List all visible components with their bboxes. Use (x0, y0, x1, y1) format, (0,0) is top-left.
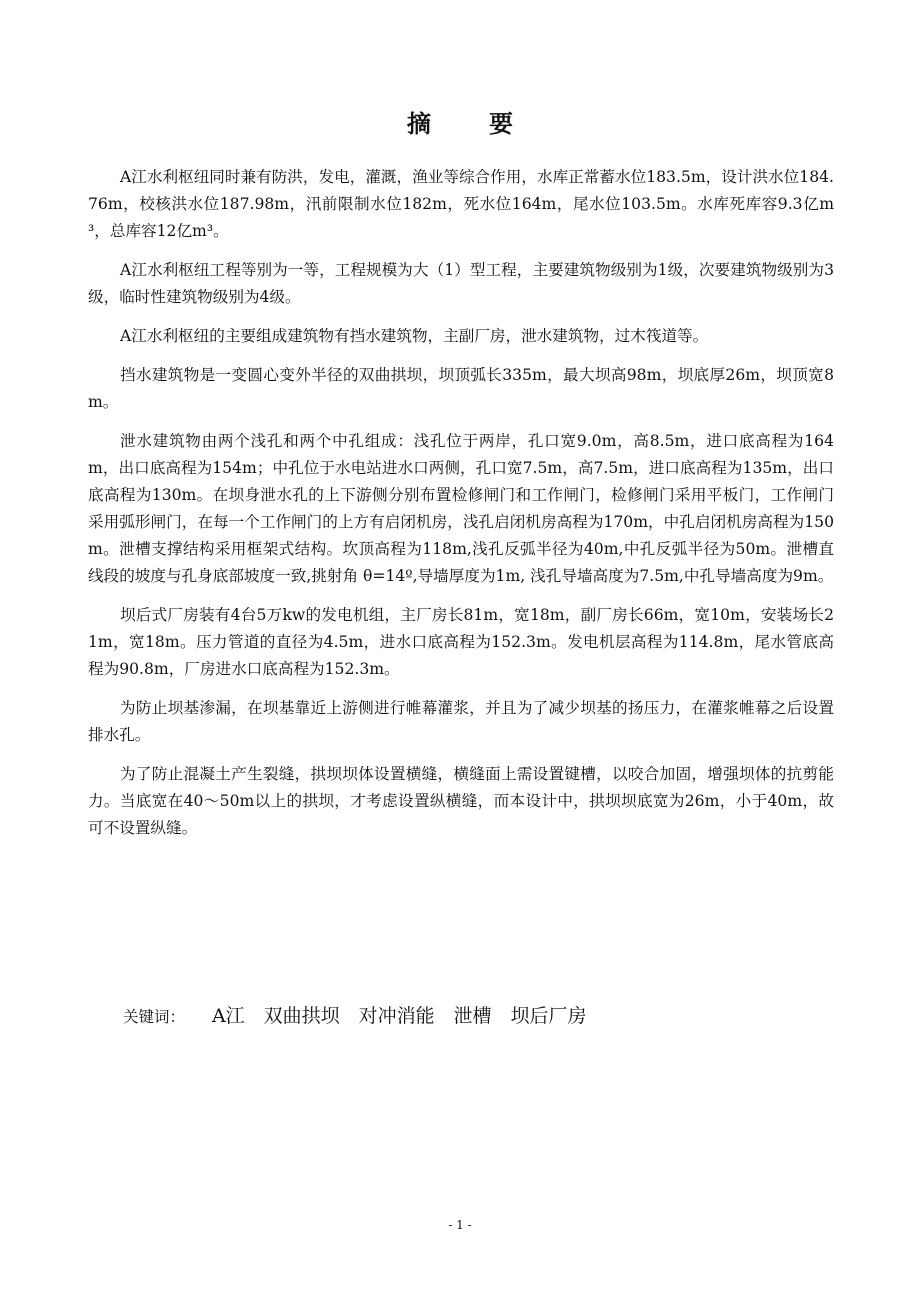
abstract-title: 摘要 (407, 110, 571, 138)
page-number: - 1 - (448, 1218, 472, 1232)
keyword-item: 坝后厂房 (510, 1005, 587, 1027)
keywords-line (123, 1002, 601, 1031)
paragraph-arch-dam: 挡水建筑物是一变圆心变外半径的双曲拱坝，坝顶弧长335m，最大坝高98m，坝底厚26m，坝顶宽8m。 (88, 366, 834, 411)
paragraph-reservoir-levels: A江水利枢纽同时兼有防洪，发电，灌溉，渔业等综合作用，水库正常蓄水位183.5m，设计洪水位184.76m，校核洪水位187.98m，汛前限制水位182m，死水位164m，尾水位103.5m。水库死库容9.3亿m³，总库容12亿m³。 (88, 168, 834, 240)
keyword-item: 双曲拱坝 (263, 1005, 340, 1027)
keyword-item: 对冲消能 (358, 1005, 435, 1027)
abstract-body (88, 164, 834, 854)
keyword-item: 泄槽 (453, 1005, 492, 1027)
paragraph-main-structures: A江水利枢纽的主要组成建筑物有挡水建筑物，主副厂房，泄水建筑物，过木筏道等。 (120, 327, 709, 345)
paragraph-joints: 为了防止混凝土产生裂缝，拱坝坝体设置横缝，横缝面上需设置键槽，以咬合加固，增强坝体的抗剪能力。当底宽在40～50m以上的拱坝，才考虑设置纵横缝，而本设计中，拱坝坝底宽为26m，小于40m，故可不设置纵缝。 (88, 765, 834, 837)
paragraph-project-grade: A江水利枢纽工程等别为一等，工程规模为大（1）型工程，主要建筑物级别为1级，次要建筑物级别为3级，临时性建筑物级别为4级。 (88, 261, 834, 306)
paragraph-spillway: 泄水建筑物由两个浅孔和两个中孔组成：浅孔位于两岸，孔口宽9.0m，高8.5m，进口底高程为164m，出口底高程为154m；中孔位于水电站进水口两侧，孔口宽7.5m，高7.5m，进口底高程为135m，出口底高程为130m。在坝身泄水孔的上下游侧分别布置检修闸门和工作闸门，检修闸门采用平板门，工作闸门采用弧形闸门，在每一个工作闸门的上方有启闭机房，浅孔启闭机房高程为170m，中孔启闭机房高程为150m。泄槽支撑结构采用框架式结构。坎顶高程为118m,浅孔反弧半径为40m,中孔反弧半径为50m。泄槽直线段的坡度与孔身底部坡度一致,挑射角 θ=14º,导墙厚度为1m, 浅孔导墙高度为7.5m,中孔导墙高度为9m。 (88, 432, 834, 585)
keywords-label: 关键词： (123, 1008, 186, 1026)
keyword-item: A江 (211, 1005, 245, 1027)
paragraph-seepage-control: 为防止坝基渗漏，在坝基靠近上游侧进行帷幕灌浆，并且为了减少坝基的扬压力，在灌浆帷幕之后设置排水孔。 (88, 699, 834, 744)
paragraph-powerhouse: 坝后式厂房装有4台5万kw的发电机组，主厂房长81m，宽18m，副厂房长66m，宽10m，安装场长21m，宽18m。压力管道的直径为4.5m，进水口底高程为152.3m。发电机层高程为114.8m，尾水管底高程为90.8m，厂房进水口底高程为152.3m。 (88, 606, 834, 678)
